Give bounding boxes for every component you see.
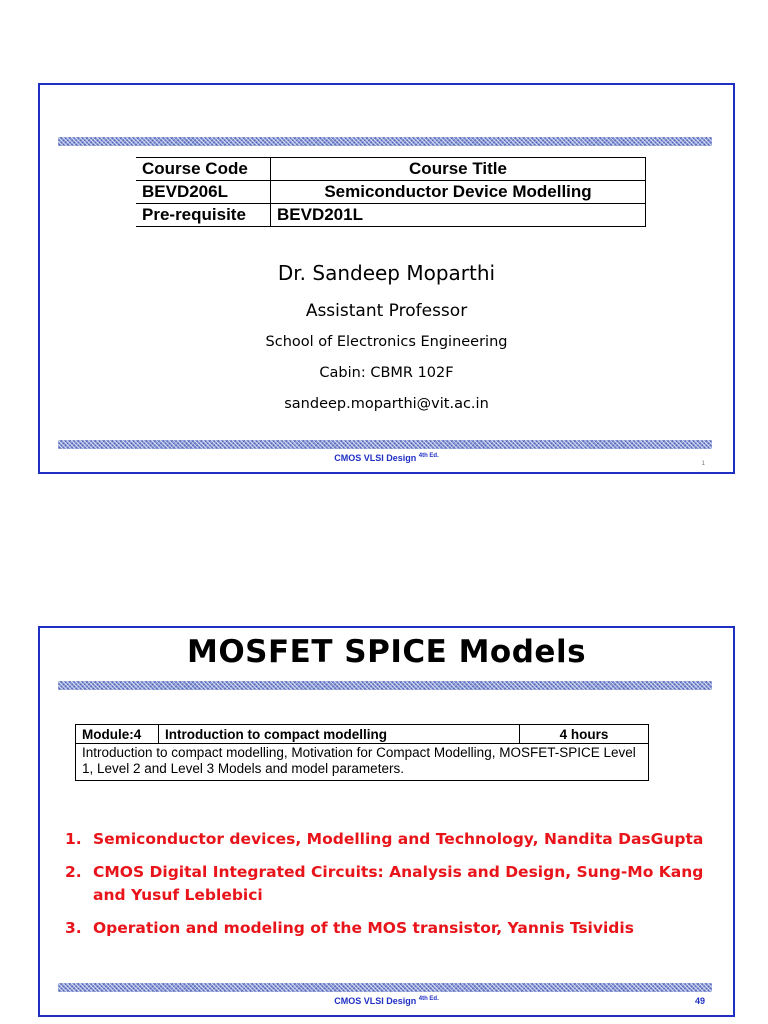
list-item — [65, 917, 705, 940]
table-row — [136, 181, 646, 204]
reference-list — [65, 828, 705, 950]
footer-title: CMOS VLSI Design — [334, 996, 417, 1006]
footer-text — [40, 996, 733, 1006]
slide-title: MOSFET SPICE Models — [186, 634, 587, 670]
reference-number: 3. — [65, 919, 82, 937]
table-row — [136, 204, 646, 227]
top-divider-bar — [58, 137, 712, 146]
footer-edition: 4th Ed. — [418, 996, 439, 1002]
instructor-cabin: Cabin: CBMR 102F — [319, 365, 454, 381]
reference-text: CMOS Digital Integrated Circuits: Analysis and Design, Sung-Mo Kang and Yusuf Leblebici — [93, 863, 704, 904]
footer-title: CMOS VLSI Design — [334, 453, 417, 463]
list-item — [65, 861, 705, 907]
slide-1 — [38, 83, 735, 474]
top-divider-bar — [58, 681, 712, 690]
table-row — [76, 744, 649, 781]
table-row — [76, 725, 649, 744]
reference-text: Semiconductor devices, Modelling and Technology, Nandita DasGupta — [93, 830, 704, 848]
footer-text — [40, 453, 733, 463]
prerequisite-value: BEVD201L — [271, 204, 646, 227]
instructor-designation: Assistant Professor — [305, 301, 468, 321]
module-label: Module:4 — [76, 725, 159, 744]
prerequisite-label: Pre-requisite — [136, 204, 271, 227]
table-row — [136, 158, 646, 181]
module-hours: 4 hours — [520, 725, 649, 744]
page-number: 1 — [701, 461, 705, 467]
course-table — [136, 157, 646, 227]
bottom-divider-bar — [58, 440, 712, 449]
module-description: Introduction to compact modelling, Motivation for Compact Modelling, MOSFET-SPICE Level 1, Level 2 and Level 3 Models and model parameters. — [76, 744, 649, 781]
module-table — [75, 724, 649, 781]
instructor-email: sandeep.moparthi@vit.ac.in — [284, 396, 489, 412]
bottom-divider-bar — [58, 983, 712, 992]
footer-edition: 4th Ed. — [418, 453, 439, 459]
module-title: Introduction to compact modelling — [159, 725, 520, 744]
instructor-name: Dr. Sandeep Moparthi — [277, 261, 496, 285]
instructor-school: School of Electronics Engineering — [265, 334, 508, 350]
reference-text: Operation and modeling of the MOS transistor, Yannis Tsividis — [93, 919, 634, 937]
course-title-value: Semiconductor Device Modelling — [271, 181, 646, 204]
slide-2 — [38, 626, 735, 1017]
list-item — [65, 828, 705, 851]
header-course-title: Course Title — [271, 158, 646, 181]
page-number: 49 — [694, 996, 705, 1006]
course-code-value: BEVD206L — [136, 181, 271, 204]
header-course-code: Course Code — [136, 158, 271, 181]
reference-number: 2. — [65, 863, 82, 881]
reference-number: 1. — [65, 830, 82, 848]
